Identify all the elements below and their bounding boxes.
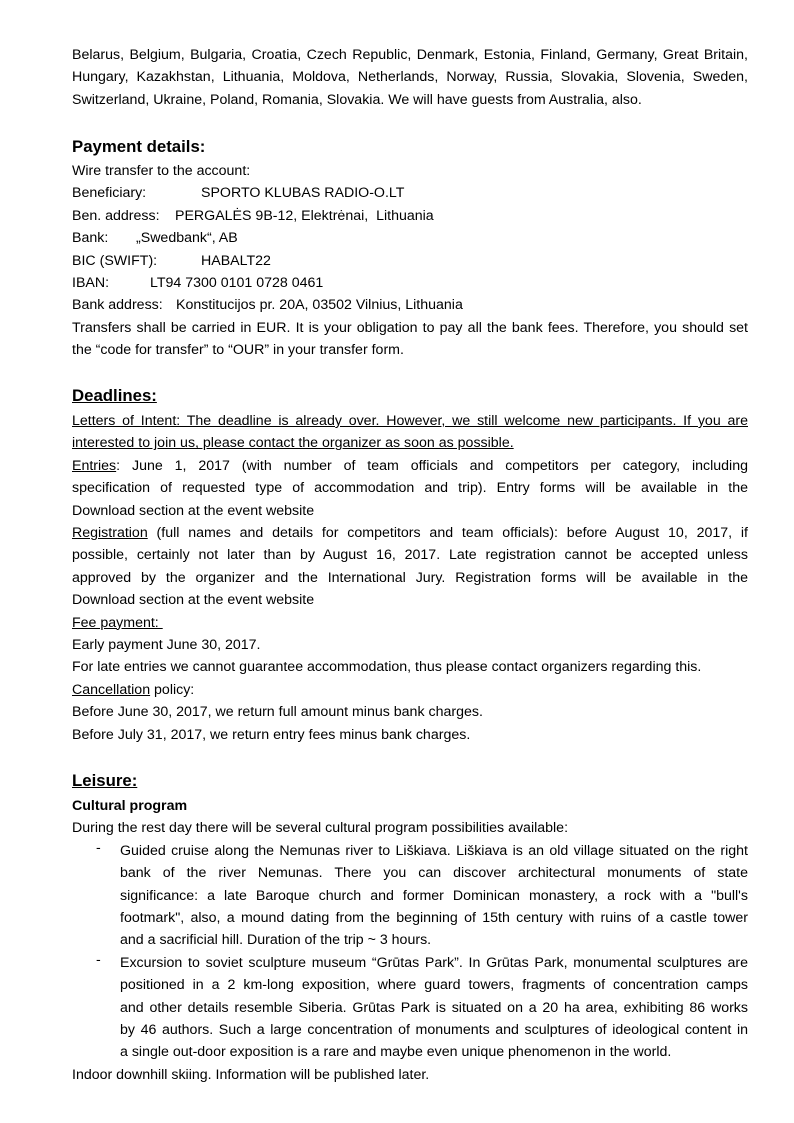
list-item-line: a single out-door exposition is a rare and maybe even unique phenomenon in the world. <box>120 1044 672 1061</box>
list-item-line: by 46 authors. Such a large concentration of monuments and sculptures of ideological content in <box>120 1022 748 1039</box>
letters-of-intent-line: interested to join us, please contact the organizer as soon as possible. <box>72 435 514 452</box>
late-entries-line: For late entries we cannot guarantee accommodation, thus please contact organizers regarding this. <box>72 659 702 676</box>
transfer-note-line: the “code for transfer” to “OUR” in your transfer form. <box>72 342 404 359</box>
bank-label: Bank: <box>72 230 109 247</box>
list-item <box>72 840 748 952</box>
ben-address-label: Ben. address: <box>72 207 160 224</box>
list-item-line: and other details resemble Siberia. Grūtas Park is situated on a 20 ha area, exhibiting 86 works <box>120 999 748 1016</box>
wire-transfer-text: Wire transfer to the account: <box>72 163 251 179</box>
bank-value: „Swedbank“, AB <box>136 230 238 247</box>
bic-label: BIC (SWIFT): <box>72 252 158 269</box>
bic-row <box>72 250 748 272</box>
bic-value: HABALT22 <box>201 252 271 269</box>
registration-line: possible, certainly not later than by August 16, 2017. Late registration cannot be accepted unless <box>72 547 748 564</box>
beneficiary-row <box>72 182 748 204</box>
bank-row <box>72 227 748 249</box>
text-line: Belarus, Belgium, Bulgaria, Croatia, Czech Republic, Denmark, Estonia, Finland, Germany, Great Britain, <box>72 47 748 63</box>
payment-details-heading: Payment details: <box>72 137 206 156</box>
list-item-line: and a sacrificial hill. Duration of the trip ~ 3 hours. <box>120 932 432 949</box>
entries-line <box>72 455 748 477</box>
leisure-block <box>72 795 748 1086</box>
country-list-paragraph <box>72 44 748 111</box>
iban-value: LT94 7300 0101 0728 0461 <box>150 275 324 292</box>
registration-label: Registration <box>72 525 148 542</box>
dash-bullet: - <box>96 951 101 968</box>
registration-line: Download section at the event website <box>72 592 315 609</box>
bank-address-row <box>72 294 748 316</box>
ben-address-row <box>72 205 748 227</box>
entries-line: specification of requested type of accommodation and trip). Entry forms will be available in the <box>72 480 748 497</box>
transfer-note-line: Transfers shall be carried in EUR. It is your obligation to pay all the bank fees. Therefore, you should set <box>72 319 748 336</box>
early-payment-line: Early payment June 30, 2017. <box>72 637 261 654</box>
cancellation-line <box>72 679 748 701</box>
deadlines-block <box>72 410 748 746</box>
beneficiary-value: SPORTO KLUBAS RADIO-O.LT <box>201 185 405 202</box>
entries-label: Entries <box>72 457 117 474</box>
list-item <box>72 952 748 1064</box>
beneficiary-label: Beneficiary: <box>72 185 147 202</box>
list-item-line: Guided cruise along the Nemunas river to Liškiava. Liškiava is an old village situated on the right <box>120 842 748 859</box>
registration-line: approved by the organizer and the International Jury. Registration forms will be available in the <box>72 569 748 586</box>
list-item-line: significance: a late Baroque church and former Dominican monastery, a rock with a "bull's <box>120 887 748 904</box>
cancellation-rule: Before June 30, 2017, we return full amount minus bank charges. <box>72 704 483 721</box>
cultural-program-subheading: Cultural program <box>72 798 188 814</box>
registration-text: (full names and details for competitors and team officials): before August 10, 2017, if <box>147 525 748 542</box>
text-line: Switzerland, Ukraine, Poland, Romania, Slovakia. We will have guests from Australia, also. <box>72 91 642 108</box>
cancellation-label: Cancellation <box>72 681 151 698</box>
ben-address-value: PERGALĖS 9B-12, Elektrėnai, Lithuania <box>175 207 434 224</box>
dash-bullet: - <box>96 839 101 856</box>
iban-row <box>72 272 748 294</box>
fee-payment-line <box>72 612 748 634</box>
text-line: Hungary, Kazakhstan, Lithuania, Moldova, Netherlands, Norway, Russia, Slovakia, Slovenia, Sweden, <box>72 69 748 86</box>
registration-line <box>72 522 748 544</box>
entries-line: Download section at the event website <box>72 502 315 519</box>
wire-transfer-line <box>72 160 748 182</box>
list-item-line: footmark", also, a mound dating from the beginning of 15th century with ruins of a castle tower <box>120 910 748 927</box>
letters-of-intent-line: Letters of Intent: The deadline is already over. However, we still welcome new participants. If you are <box>72 413 748 429</box>
leisure-heading: Leisure: <box>72 771 138 790</box>
bank-address-value: Konstitucijos pr. 20A, 03502 Vilnius, Lithuania <box>176 297 463 314</box>
cultural-program-intro: During the rest day there will be several cultural program possibilities available: <box>72 820 569 837</box>
cancellation-rule: Before July 31, 2017, we return entry fees minus bank charges. <box>72 726 471 743</box>
list-item-line: bank of the river Nemunas. There you can discover architectural monuments of state <box>120 865 748 882</box>
bank-address-label: Bank address: <box>72 297 163 314</box>
list-item-line: positioned in a 2 km-long exposition, where guard towers, fragments of concentration camps <box>120 977 748 994</box>
fee-payment-label: Fee payment: <box>72 614 163 631</box>
indoor-skiing-line: Indoor downhill skiing. Information will be published later. <box>72 1066 430 1083</box>
payment-details-block <box>72 160 748 362</box>
list-item-line: Excursion to soviet sculpture museum “Grūtas Park”. In Grūtas Park, monumental sculptures are <box>120 954 748 971</box>
cancellation-text: policy: <box>150 681 195 698</box>
deadlines-heading: Deadlines: <box>72 386 157 405</box>
iban-label: IBAN: <box>72 275 110 292</box>
entries-text: : June 1, 2017 (with number of team officials and competitors per category, including <box>116 457 748 474</box>
cultural-program-list <box>72 840 748 1064</box>
